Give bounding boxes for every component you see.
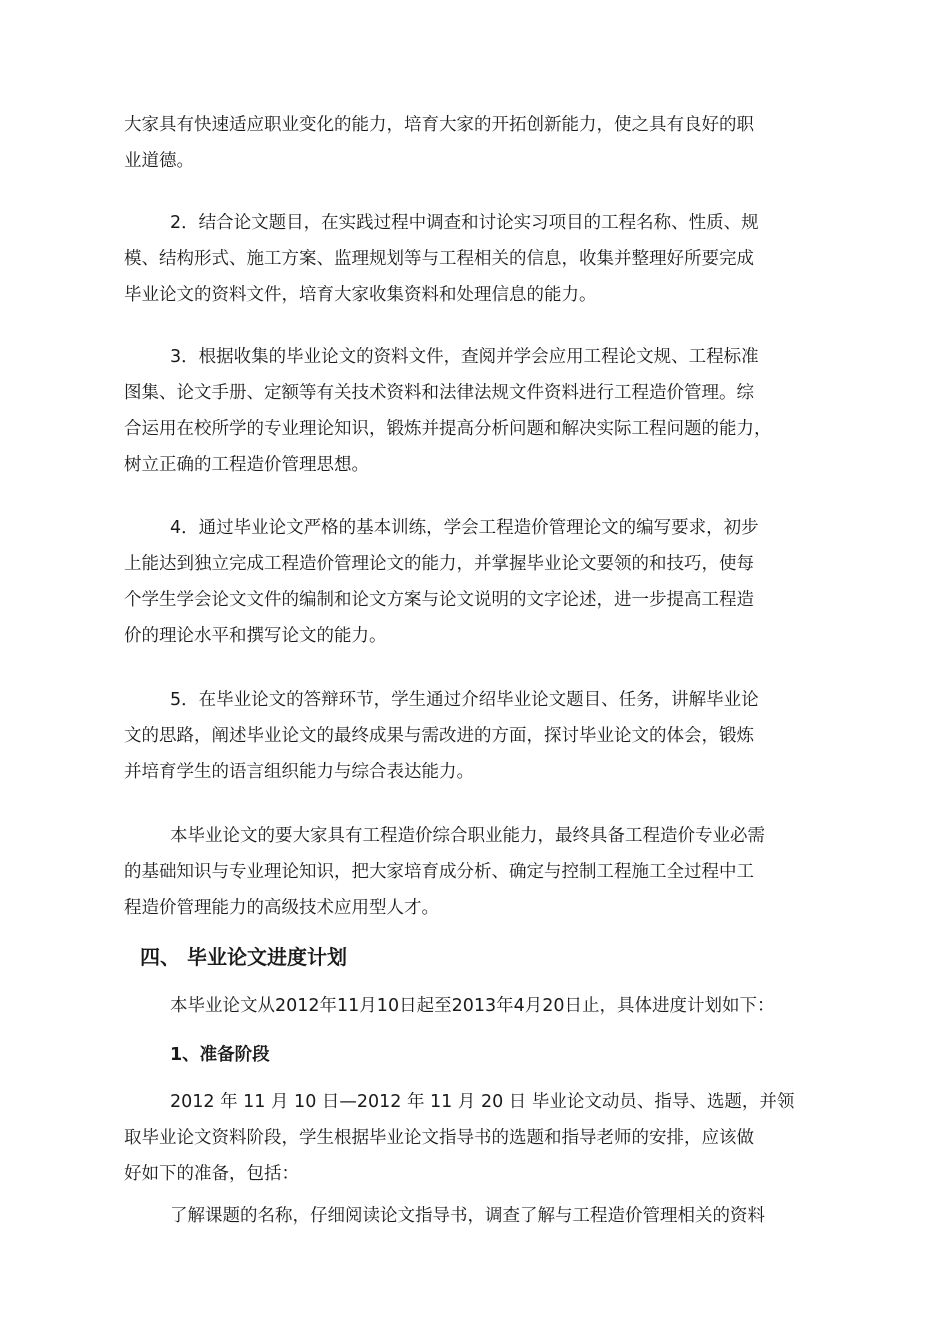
text-line: 3．根据收集的毕业论文的资料文件，查阅并学会应用工程论文规、工程标准 — [170, 347, 759, 367]
text-line: 模、结构形式、施工方案、监理规划等与工程相关的信息，收集并整理好所要完成 — [124, 249, 754, 269]
text-line: 了解课题的名称，仔细阅读论文指导书，调查了解与工程造价管理相关的资料 — [170, 1206, 765, 1226]
text-line: 4．通过毕业论文严格的基本训练，学会工程造价管理论文的编写要求，初步 — [170, 518, 759, 538]
text-line: 上能达到独立完成工程造价管理论文的能力，并掌握毕业论文要领的和技巧，使每 — [124, 554, 754, 574]
text-line: 本毕业论文从2012年11月10日起至2013年4月20日止，具体进度计划如下： — [170, 996, 775, 1016]
paragraph-summary — [124, 818, 830, 926]
paragraph-schedule-intro — [124, 988, 830, 1024]
text-line: 文的思路，阐述毕业论文的最终成果与需改进的方面，探讨毕业论文的体会，锻炼 — [124, 726, 754, 746]
text-line: 程造价管理能力的高级技术应用型人才。 — [124, 898, 439, 918]
paragraph-item-5 — [124, 682, 830, 790]
text-line: 5．在毕业论文的答辩环节，学生通过介绍毕业论文题目、任务，讲解毕业论 — [170, 690, 759, 710]
text-line: 2．结合论文题目，在实践过程中调查和讨论实习项目的工程名称、性质、规 — [170, 213, 759, 233]
text-line: 并培育学生的语言组织能力与综合表达能力。 — [124, 762, 474, 782]
paragraph-intro-continuation — [124, 107, 830, 179]
paragraph-item-3 — [124, 339, 830, 483]
text-line: 业道德。 — [124, 151, 194, 171]
text-line: 大家具有快速适应职业变化的能力，培育大家的开拓创新能力，使之具有良好的职 — [124, 115, 754, 135]
text-line: 图集、论文手册、定额等有关技术资料和法律法规文件资料进行工程造价管理。综 — [124, 383, 754, 403]
paragraph-item-2 — [124, 205, 830, 313]
text-line: 树立正确的工程造价管理思想。 — [124, 455, 369, 475]
text-line: 的基础知识与专业理论知识，把大家培育成分析、确定与控制工程施工全过程中工 — [124, 862, 754, 882]
text-line: 价的理论水平和撰写论文的能力。 — [124, 626, 387, 646]
text-line: 个学生学会论文文件的编制和论文方案与论文说明的文字论述，进一步提高工程造 — [124, 590, 754, 610]
text-line: 取毕业论文资料阶段，学生根据毕业论文指导书的选题和指导老师的安排，应该做 — [124, 1128, 754, 1148]
text-line: 本毕业论文的要大家具有工程造价综合职业能力，最终具备工程造价专业必需 — [170, 826, 765, 846]
text-line: 2012 年 11 月 10 日—2012 年 11 月 20 日 毕业论文动员、指导、选题，并领 — [170, 1092, 795, 1112]
paragraph-item-4 — [124, 510, 830, 654]
paragraph-preparation-tasks — [124, 1198, 830, 1234]
text-line: 好如下的准备，包括： — [124, 1164, 299, 1184]
text-line: 合运用在校所学的专业理论知识，锻炼并提高分析问题和解决实际工程问题的能力， — [124, 419, 772, 439]
paragraph-preparation-stage — [124, 1084, 830, 1192]
subsection-heading: 1、准备阶段 — [170, 1045, 270, 1065]
text-line: 毕业论文的资料文件，培育大家收集资料和处理信息的能力。 — [124, 285, 597, 305]
section-heading: 四、 毕业论文进度计划 — [140, 945, 347, 969]
